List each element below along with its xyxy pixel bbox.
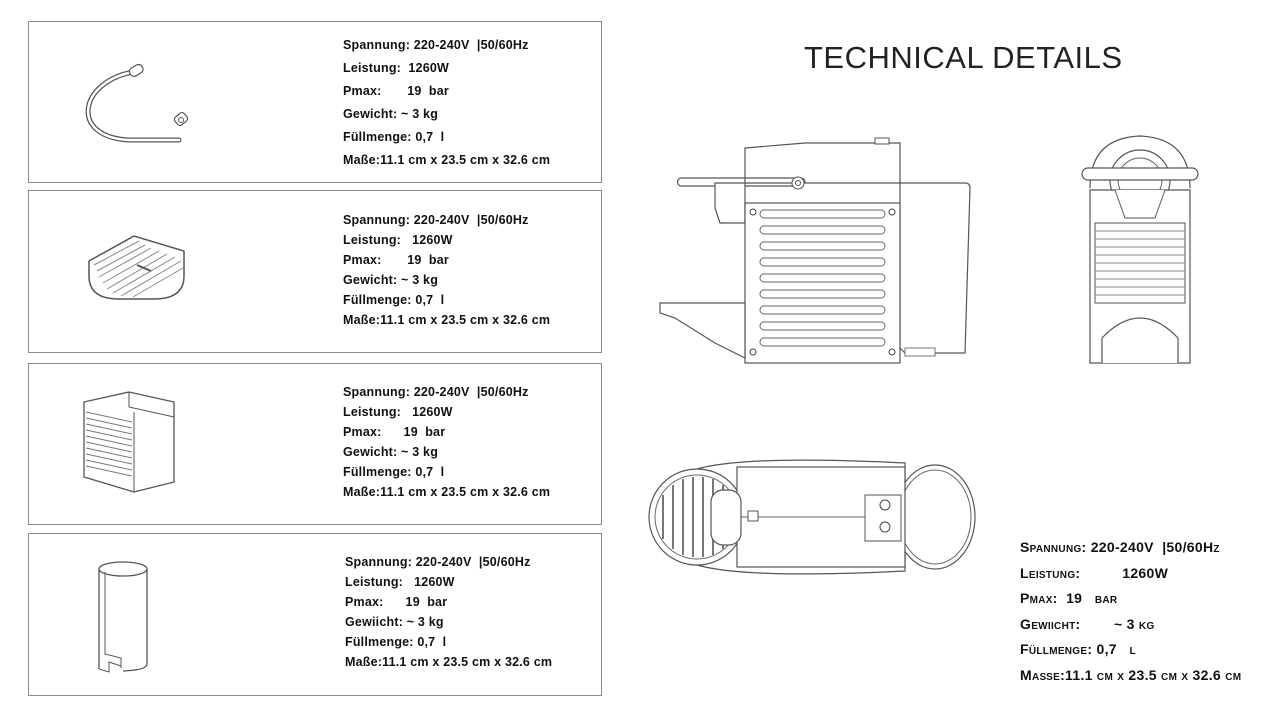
accessory-panel-hose [28, 21, 602, 183]
top-view-drawing [645, 455, 980, 580]
sleeve-drawing [91, 554, 231, 694]
accessory-panel-sleeve [28, 533, 602, 696]
spec-power: Leistung: 1260W [343, 61, 449, 75]
hose-drawing [69, 42, 209, 182]
spec-voltage: Spannung: 220-240V |50/60Hz [343, 213, 529, 227]
spec-power: Leistung: 1260W [345, 575, 455, 589]
accessory-panel-drip-tray [28, 190, 602, 353]
main-spec-list [1020, 535, 1241, 688]
main-spec-capacity: Füllmenge: 0,7 l [1020, 641, 1136, 657]
main-spec-voltage: Spannung: 220-240V |50/60Hz [1020, 539, 1220, 555]
spec-list [343, 210, 550, 330]
spec-pmax: Pmax: 19 bar [345, 595, 448, 609]
spec-voltage: Spannung: 220-240V |50/60Hz [345, 555, 531, 569]
spec-dimensions: Maße:11.1 cm x 23.5 cm x 32.6 cm [345, 655, 553, 669]
spec-capacity: Füllmenge: 0,7 l [343, 465, 445, 479]
spec-voltage: Spannung: 220-240V |50/60Hz [343, 385, 529, 399]
spec-weight: Gewicht: ~ 3 kg [343, 107, 439, 121]
spec-weight: Gewiicht: ~ 3 kg [345, 615, 444, 629]
spec-dimensions: Maße:11.1 cm x 23.5 cm x 32.6 cm [343, 313, 551, 327]
spec-pmax: Pmax: 19 bar [343, 253, 449, 267]
spec-capacity: Füllmenge: 0,7 l [343, 130, 445, 144]
spec-dimensions: Maße:11.1 cm x 23.5 cm x 32.6 cm [343, 153, 551, 167]
front-view-drawing [1080, 128, 1205, 368]
spec-list [345, 552, 552, 672]
main-spec-dimensions: Maße:11.1 cm x 23.5 cm x 32.6 cm [1020, 666, 1242, 683]
side-view-drawing [655, 128, 975, 368]
main-spec-weight: Gewiicht: ~ 3 kg [1020, 615, 1155, 632]
spec-dimensions: Maße:11.1 cm x 23.5 cm x 32.6 cm [343, 485, 551, 499]
spec-pmax: Pmax: 19 bar [343, 84, 449, 98]
drip-tray-drawing [79, 221, 219, 361]
accessory-panel-side-cover [28, 363, 602, 525]
side-cover-drawing [74, 382, 214, 522]
spec-capacity: Füllmenge: 0,7 l [343, 293, 445, 307]
spec-power: Leistung: 1260W [343, 405, 453, 419]
spec-list [343, 382, 550, 502]
spec-pmax: Pmax: 19 bar [343, 425, 446, 439]
spec-power: Leistung: 1260W [343, 233, 453, 247]
spec-voltage: Spannung: 220-240V |50/60Hz [343, 38, 529, 52]
main-spec-power: Leistung: 1260W [1020, 564, 1169, 581]
main-spec-pmax: Pmax: 19 bar [1020, 590, 1118, 606]
spec-list [343, 34, 550, 172]
spec-weight: Gewicht: ~ 3 kg [343, 445, 439, 459]
page-title: TECHNICAL DETAILS [804, 40, 1123, 75]
spec-capacity: Füllmenge: 0,7 l [345, 635, 447, 649]
spec-weight: Gewicht: ~ 3 kg [343, 273, 439, 287]
